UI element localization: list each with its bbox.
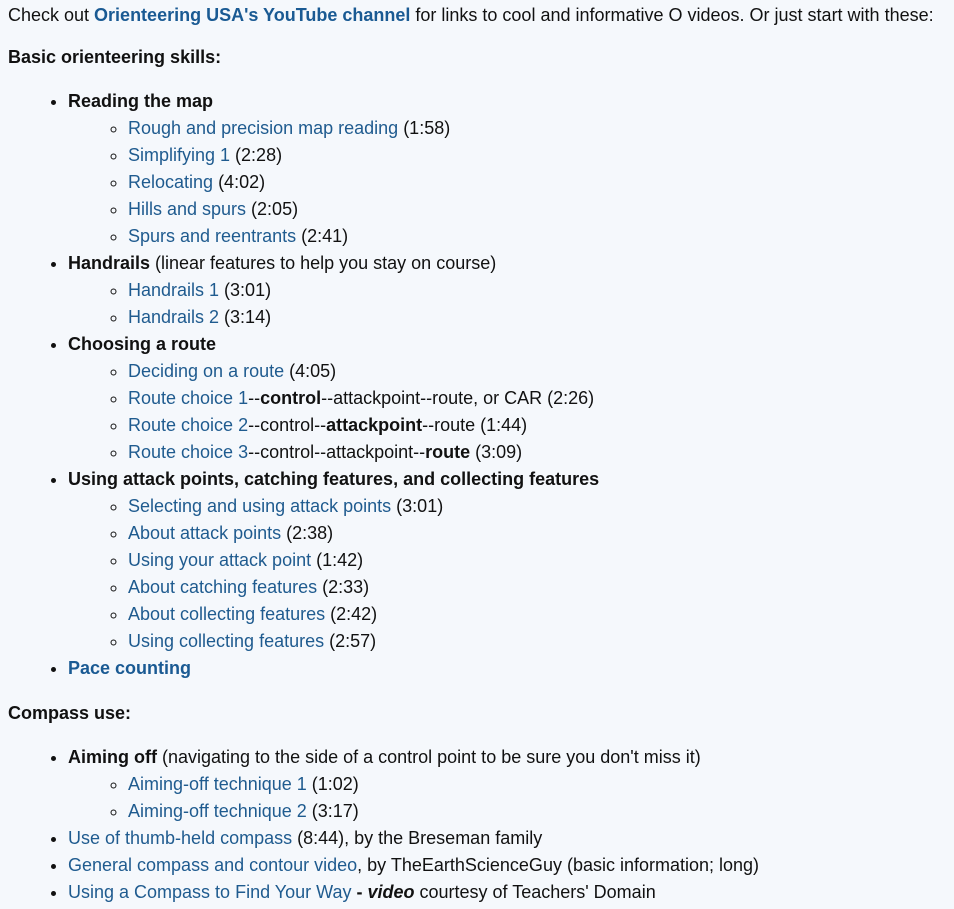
list-item	[128, 574, 946, 601]
attack-points-sublist	[68, 493, 946, 655]
choosing-route-sublist	[68, 358, 946, 466]
video-link[interactable]: Using collecting features	[128, 631, 325, 651]
route-text-after: --route (1:44)	[422, 415, 528, 435]
video-duration: (4:05)	[284, 361, 337, 381]
list-item	[128, 771, 946, 798]
list-item	[128, 142, 946, 169]
video-duration: (2:57)	[324, 631, 377, 651]
handrails-sublist	[68, 277, 946, 331]
video-link[interactable]: Using a Compass to Find Your Way	[68, 882, 352, 902]
video-link[interactable]: Hills and spurs	[128, 199, 247, 219]
video-link[interactable]: Simplifying 1	[128, 145, 231, 165]
compass-use-list	[8, 744, 946, 906]
item-title: Aiming off	[68, 747, 157, 767]
list-item	[128, 628, 946, 655]
list-item	[128, 196, 946, 223]
video-duration: (1:58)	[398, 118, 451, 138]
list-item	[128, 798, 946, 825]
video-link[interactable]: Aiming-off technique 1	[128, 774, 307, 794]
video-link[interactable]: General compass and contour video	[68, 855, 358, 875]
youtube-channel-link[interactable]: Orienteering USA's YouTube channel	[94, 5, 411, 25]
list-item-general-compass	[68, 852, 946, 879]
list-item-attack-points	[68, 466, 946, 655]
list-item-thumb-compass	[68, 825, 946, 852]
video-duration: (4:02)	[213, 172, 266, 192]
list-item	[128, 412, 946, 439]
list-item	[128, 169, 946, 196]
list-item	[128, 304, 946, 331]
video-duration: (3:17)	[306, 801, 359, 821]
item-title: Using attack points, catching features, and collecting features	[68, 469, 600, 489]
intro-suffix: for links to cool and informative O videos. Or just start with these:	[410, 5, 934, 25]
video-link[interactable]: Deciding on a route	[128, 361, 285, 381]
section-spacer	[8, 682, 946, 700]
item-title: Choosing a route	[68, 334, 216, 354]
list-item	[128, 520, 946, 547]
video-link[interactable]: About catching features	[128, 577, 318, 597]
item-title: Reading the map	[68, 91, 214, 111]
route-emphasis: control	[260, 388, 322, 408]
list-item	[128, 358, 946, 385]
video-duration: (3:01)	[219, 280, 272, 300]
video-credit: (8:44), by the Breseman family	[292, 828, 543, 848]
video-link[interactable]: Handrails 1	[128, 280, 220, 300]
item-description: (navigating to the side of a control point to be sure you don't miss it)	[156, 747, 701, 767]
compass-use-heading: Compass use:	[8, 703, 132, 723]
video-duration: (3:14)	[219, 307, 272, 327]
video-link[interactable]: Handrails 2	[128, 307, 220, 327]
list-item-choosing-route	[68, 331, 946, 466]
video-duration: (2:41)	[296, 226, 349, 246]
reading-map-sublist	[68, 115, 946, 250]
video-link[interactable]: Aiming-off technique 2	[128, 801, 307, 821]
pace-counting-link[interactable]: Pace counting	[68, 658, 192, 678]
list-item-using-compass	[68, 879, 946, 906]
video-duration: (1:02)	[306, 774, 359, 794]
video-link[interactable]: Spurs and reentrants	[128, 226, 297, 246]
list-item	[128, 547, 946, 574]
list-item	[128, 385, 946, 412]
basic-skills-list	[8, 88, 946, 682]
route-text-before: --	[248, 388, 261, 408]
video-duration: (2:38)	[281, 523, 334, 543]
route-emphasis: attackpoint	[326, 415, 423, 435]
basic-skills-heading: Basic orienteering skills:	[8, 47, 222, 67]
route-text-after: --attackpoint--route, or CAR (2:26)	[321, 388, 595, 408]
dash-separator: -	[351, 882, 368, 902]
video-label: video	[367, 882, 415, 902]
aiming-off-sublist	[68, 771, 946, 825]
route-emphasis: route	[425, 442, 471, 462]
video-link[interactable]: Selecting and using attack points	[128, 496, 392, 516]
item-description: (linear features to help you stay on course)	[150, 253, 497, 273]
video-link[interactable]: Relocating	[128, 172, 214, 192]
video-link[interactable]: Route choice 3	[128, 442, 249, 462]
route-text-after: (3:09)	[470, 442, 523, 462]
route-text-before: --control--	[248, 415, 327, 435]
video-duration: (2:42)	[325, 604, 378, 624]
list-item-reading-map	[68, 88, 946, 250]
item-title: Handrails	[68, 253, 151, 273]
video-link[interactable]: Route choice 2	[128, 415, 249, 435]
video-credit: courtesy of Teachers' Domain	[414, 882, 656, 902]
video-link[interactable]: About collecting features	[128, 604, 326, 624]
video-duration: (2:28)	[230, 145, 283, 165]
video-duration: (2:05)	[246, 199, 299, 219]
video-duration: (3:01)	[391, 496, 444, 516]
video-link[interactable]: Rough and precision map reading	[128, 118, 399, 138]
video-link[interactable]: Using your attack point	[128, 550, 312, 570]
intro-prefix: Check out	[8, 5, 95, 25]
list-item-pace-counting	[68, 655, 946, 682]
list-item	[128, 223, 946, 250]
list-item	[128, 115, 946, 142]
list-item	[128, 601, 946, 628]
video-credit: , by TheEarthScienceGuy (basic information; long)	[357, 855, 760, 875]
route-text-before: --control--attackpoint--	[248, 442, 426, 462]
intro-paragraph	[8, 2, 946, 29]
list-item	[128, 493, 946, 520]
list-item-handrails	[68, 250, 946, 331]
video-duration: (1:42)	[311, 550, 364, 570]
list-item	[128, 277, 946, 304]
video-link[interactable]: Use of thumb-held compass	[68, 828, 293, 848]
video-link[interactable]: About attack points	[128, 523, 282, 543]
video-duration: (2:33)	[317, 577, 370, 597]
list-item-aiming-off	[68, 744, 946, 825]
list-item	[128, 439, 946, 466]
video-link[interactable]: Route choice 1	[128, 388, 249, 408]
